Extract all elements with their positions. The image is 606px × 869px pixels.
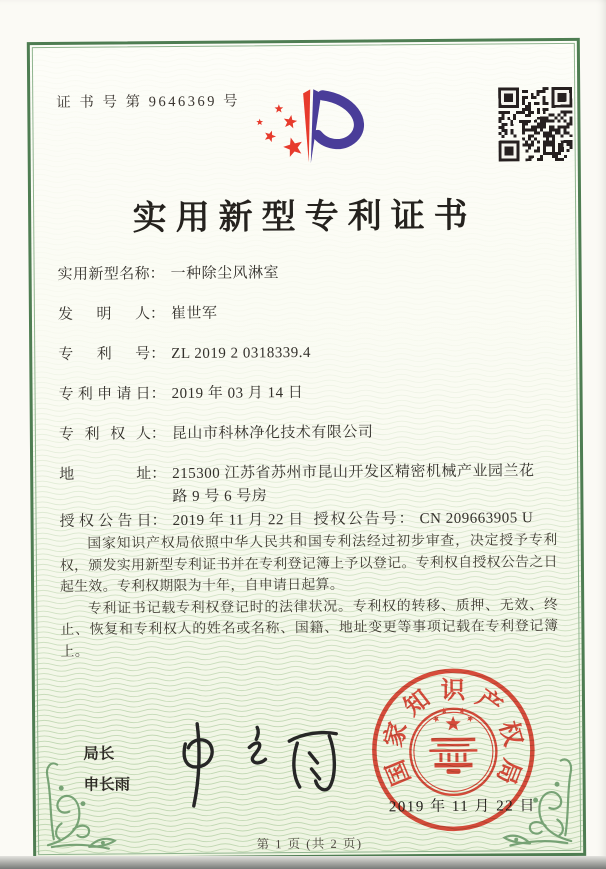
seal-date: 2019 年 11 月 22 日	[388, 798, 537, 816]
svg-text:局: 局	[491, 755, 526, 788]
field-colon: ：	[398, 511, 414, 528]
field-value: 2019 年 03 月 14 日	[171, 385, 304, 403]
fields-block	[58, 260, 560, 551]
certificate-title: 实用新型专利证书	[132, 197, 477, 238]
field-value: CN 209663905 U	[419, 510, 534, 528]
field-colon: ：	[150, 386, 166, 403]
legal-text-block	[60, 529, 559, 662]
field-row-address	[59, 460, 559, 510]
signer-name: 申长雨	[83, 776, 131, 794]
paper-bottom-edge	[0, 856, 606, 869]
svg-text:产: 产	[470, 684, 507, 721]
shen-changyu-signature	[173, 703, 366, 823]
field-label: 专利申请日	[58, 386, 151, 403]
svg-text:识: 识	[440, 677, 466, 705]
field-label: 发明人	[57, 306, 150, 323]
field-value: 2019 年 11 月 22 日	[172, 512, 304, 530]
field-row-patent-no	[58, 340, 558, 367]
field-label: 地址	[59, 466, 152, 483]
field-value: 一种除尘风淋室	[170, 265, 280, 283]
grant-date-pair	[59, 509, 313, 534]
field-row-inventor	[58, 300, 558, 327]
field-row-name	[58, 260, 558, 287]
signer-title: 局长	[83, 745, 115, 763]
field-label: 授权公告号	[313, 511, 399, 528]
legal-paragraph: 专利证书记载专利权登记时的法律状况。专利权的转移、质押、无效、终止、恢复和专利权人的姓名或名称、国籍、地址变更等事项记载在专利登记簿上。	[60, 596, 559, 659]
grant-no-pair	[313, 510, 533, 528]
field-label: 专利权人	[58, 426, 151, 443]
field-label: 授权公告日	[59, 513, 152, 530]
field-label: 实用新型名称	[57, 266, 150, 283]
field-label: 专利号	[58, 346, 151, 363]
svg-text:国: 国	[381, 755, 416, 789]
certificate-sheet	[27, 38, 586, 860]
national-emblem-icon	[410, 707, 497, 795]
field-colon: ：	[149, 266, 165, 283]
page-number: 第 1 页 (共 2 页)	[256, 836, 363, 852]
qr-code	[498, 87, 573, 162]
field-value: 215300 江苏省苏州市昆山开发区精密机械产业园兰花路 9 号 6 号房	[172, 463, 535, 506]
field-row-patentee	[59, 420, 559, 447]
field-value: 崔世军	[170, 305, 218, 323]
field-value: ZL 2019 2 0318339.4	[171, 344, 312, 363]
field-colon: ：	[151, 466, 167, 483]
field-value: 昆山市科林净化技术有限公司	[171, 424, 374, 443]
signer-block	[83, 738, 130, 800]
svg-text:权: 权	[493, 718, 527, 750]
svg-text:知: 知	[399, 685, 436, 722]
field-colon: ：	[150, 426, 166, 443]
field-colon: ：	[151, 513, 167, 530]
cnipa-logo-icon	[242, 74, 375, 189]
field-colon: ：	[149, 306, 166, 323]
field-row-filing-date	[58, 380, 558, 407]
certificate-number: 证 书 号 第 9646369 号	[56, 93, 241, 111]
legal-paragraph: 国家知识产权局依照中华人民共和国专利法经过初步审查，决定授予专利权，颁发实用新型专利证书并在专利登记簿上予以登记。专利权自授权公告之日起生效。专利权期限为十年，自申请日起算。	[59, 532, 558, 594]
field-colon: ：	[150, 346, 166, 363]
svg-text:家: 家	[380, 719, 413, 751]
